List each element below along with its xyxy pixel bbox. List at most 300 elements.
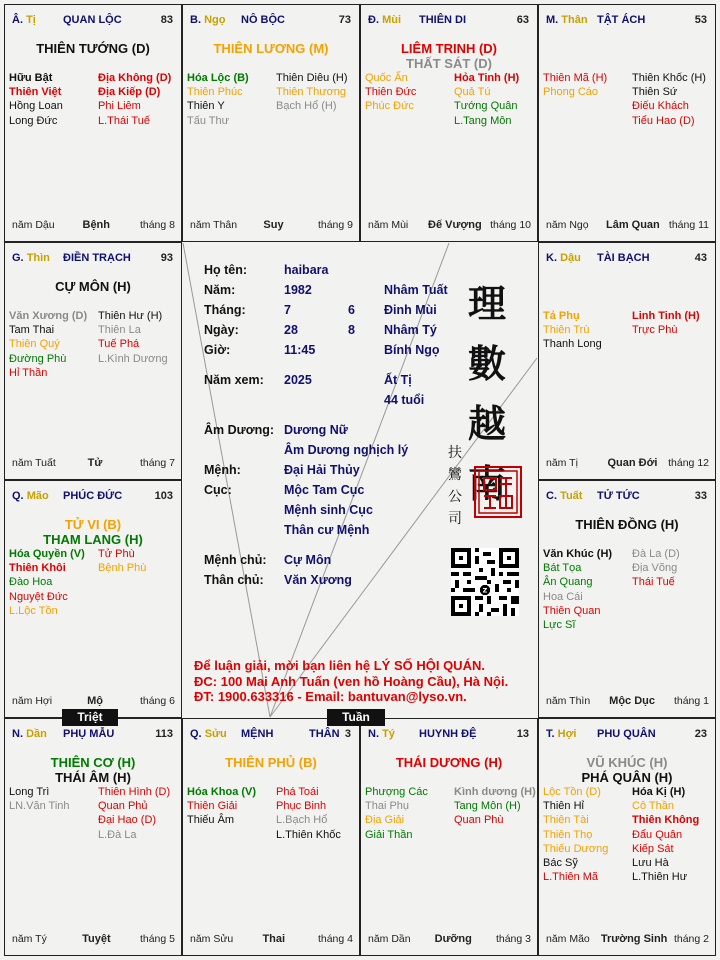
minor-star: Thiên Giải bbox=[187, 800, 238, 813]
stars-left bbox=[9, 309, 87, 380]
palace-header bbox=[361, 725, 537, 741]
palace-letter: Q. bbox=[190, 728, 202, 740]
minor-star: Kình dương (H) bbox=[454, 786, 536, 798]
palace-footer bbox=[12, 933, 175, 947]
palace-header bbox=[539, 249, 715, 265]
palace-stage: Suy bbox=[263, 219, 284, 231]
minor-star: Bạch Hổ (H) bbox=[276, 100, 337, 113]
value-ho-ten: haibara bbox=[284, 263, 329, 277]
palace-number: 83 bbox=[160, 14, 173, 26]
value-ngay-can: Nhâm Tý bbox=[384, 323, 437, 337]
palace-header bbox=[5, 725, 181, 741]
palace-stage: Trường Sinh bbox=[600, 933, 668, 945]
palace-position bbox=[190, 14, 225, 26]
stars-right bbox=[454, 785, 536, 828]
palace-footer bbox=[12, 695, 175, 709]
minor-star: Địa Không (D) bbox=[98, 72, 172, 84]
palace-year: năm Tị bbox=[546, 457, 578, 469]
minor-star: L.Thái Tuế bbox=[98, 114, 150, 127]
minor-star: Thiên Hư (H) bbox=[98, 310, 163, 322]
main-star: THIÊN TƯỚNG (D) bbox=[36, 41, 150, 56]
palace-ty[interactable] bbox=[360, 718, 538, 956]
palace-stage: Dưỡng bbox=[434, 933, 472, 945]
stars-left bbox=[365, 785, 428, 842]
label-nam: Năm: bbox=[204, 283, 236, 297]
value-than-chu: Văn Xương bbox=[284, 573, 352, 587]
red-seal-icon bbox=[474, 466, 522, 518]
palace-name: PHU QUÂN bbox=[597, 728, 656, 740]
minor-star: Giải Thần bbox=[365, 828, 413, 841]
stars-left bbox=[9, 547, 85, 618]
value-nam-xem: 2025 bbox=[284, 373, 312, 387]
minor-star: Hỏa Tinh (H) bbox=[454, 72, 520, 84]
palace-ti[interactable] bbox=[4, 4, 182, 242]
stars-right bbox=[276, 785, 341, 842]
palace-thin[interactable] bbox=[4, 242, 182, 480]
main-star: TỬ VI (B) bbox=[64, 517, 122, 532]
minor-star: Tiểu Hao (D) bbox=[632, 114, 695, 127]
minor-star: Tam Thai bbox=[9, 324, 55, 337]
stars-left bbox=[543, 785, 608, 884]
minor-star: L.Thiên Khốc bbox=[276, 828, 341, 841]
palace-number: 103 bbox=[154, 490, 173, 502]
minor-star: Đại Hao (D) bbox=[98, 814, 157, 827]
main-star: THÁI DƯƠNG (H) bbox=[395, 755, 503, 770]
palace-month: tháng 8 bbox=[139, 219, 175, 231]
contact-block bbox=[194, 658, 508, 705]
minor-star: Bác Sỹ bbox=[543, 856, 578, 869]
palace-footer bbox=[546, 933, 709, 947]
palace-name: THIÊN DI bbox=[419, 14, 467, 26]
palace-position bbox=[368, 728, 395, 740]
palace-name: ĐIỀN TRẠCH bbox=[63, 252, 131, 264]
palace-year: năm Tuất bbox=[12, 457, 56, 469]
palace-header bbox=[5, 249, 181, 265]
palace-position bbox=[190, 728, 227, 740]
palace-suu[interactable] bbox=[182, 718, 360, 956]
minor-star: Lực Sĩ bbox=[543, 618, 576, 631]
palace-letter: B. bbox=[190, 14, 201, 26]
palace-stage: Bệnh bbox=[82, 219, 110, 231]
stars-left bbox=[543, 547, 612, 632]
triet-tag: Triệt bbox=[62, 709, 118, 726]
palace-chi: Thìn bbox=[26, 252, 50, 264]
value-menh: Đại Hải Thủy bbox=[284, 463, 360, 477]
value-cuc-1: Mộc Tam Cục bbox=[284, 483, 365, 497]
palace-header bbox=[361, 11, 537, 27]
palace-header bbox=[539, 11, 715, 27]
minor-star: Thiên Y bbox=[187, 100, 225, 113]
minor-star: Tả Phụ bbox=[543, 310, 580, 322]
palace-month: tháng 7 bbox=[139, 457, 175, 469]
palace-header bbox=[183, 725, 359, 741]
minor-star: Thiên Việt bbox=[9, 86, 62, 99]
value-am-duong-1: Dương Nữ bbox=[284, 423, 348, 437]
minor-star: Lộc Tồn (D) bbox=[543, 786, 601, 798]
palace-than[interactable] bbox=[538, 4, 716, 242]
minor-star: Thiên Tài bbox=[543, 814, 589, 827]
palace-tuat[interactable] bbox=[538, 480, 716, 718]
palace-ngo[interactable] bbox=[182, 4, 360, 242]
minor-star: Quả Tú bbox=[454, 86, 491, 99]
main-star: THIÊN PHỦ (B) bbox=[225, 755, 317, 770]
palace-name: NÔ BỘC bbox=[241, 14, 285, 26]
minor-star: Thiên Khôi bbox=[9, 562, 66, 575]
minor-star: Tuế Phá bbox=[98, 338, 140, 351]
calligraphy-small-char: 公 bbox=[448, 489, 462, 505]
palace-position bbox=[546, 252, 581, 264]
label-than-chu: Thân chủ: bbox=[204, 573, 264, 587]
minor-star: Thiên Đức bbox=[365, 86, 417, 99]
calligraphy-logo bbox=[448, 270, 534, 550]
palace-position bbox=[12, 14, 36, 26]
palace-month: tháng 3 bbox=[495, 933, 531, 945]
minor-star: Văn Khúc (H) bbox=[543, 548, 613, 560]
minor-star: Thiên Quan bbox=[543, 604, 601, 617]
minor-star: Thiên Diêu (H) bbox=[276, 72, 348, 84]
palace-letter: Q. bbox=[12, 490, 24, 502]
palace-footer bbox=[190, 219, 353, 233]
palace-year: năm Thân bbox=[190, 219, 238, 231]
contact-line-3: ĐT: 1900.633316 - Email: bantuvan@lyso.vn. bbox=[194, 689, 467, 704]
calligraphy-char: 越 bbox=[468, 401, 507, 446]
value-thang-am: 6 bbox=[348, 303, 355, 317]
minor-star: Hoa Cái bbox=[543, 590, 583, 603]
value-nam-xem-can: Ất Tị bbox=[384, 373, 412, 387]
palace-footer bbox=[368, 933, 531, 947]
palace-name-secondary: THÂN bbox=[309, 728, 340, 740]
contact-line-1: Để luận giải, mời bạn liên hệ LÝ SỐ HỘI QUÁN. bbox=[194, 658, 485, 673]
stars-right bbox=[98, 547, 146, 575]
palace-chi: Thân bbox=[561, 14, 588, 26]
palace-chi: Hợi bbox=[557, 728, 577, 740]
palace-number: 13 bbox=[516, 728, 529, 740]
palace-number: 113 bbox=[155, 728, 173, 740]
minor-star: Hóa Lộc (B) bbox=[187, 72, 249, 84]
palace-mui[interactable] bbox=[360, 4, 538, 242]
minor-star: Hóa Kị (H) bbox=[632, 786, 686, 798]
main-star: LIÊM TRINH (D) bbox=[400, 41, 498, 56]
palace-stage: Đế Vượng bbox=[428, 219, 482, 231]
palace-footer bbox=[190, 933, 353, 947]
minor-star: Quan Phù bbox=[454, 814, 504, 827]
palace-chi: Tý bbox=[382, 728, 395, 740]
palace-month: tháng 6 bbox=[139, 695, 175, 707]
minor-star: Thiên Trù bbox=[543, 324, 590, 337]
minor-star: Tang Môn (H) bbox=[454, 800, 521, 813]
palace-month: tháng 2 bbox=[673, 933, 709, 945]
minor-star: Lưu Hà bbox=[632, 856, 669, 869]
palace-month: tháng 4 bbox=[317, 933, 353, 945]
palace-number: 3 bbox=[344, 728, 351, 740]
tuan-tag: Tuần bbox=[327, 709, 385, 726]
minor-star: Linh Tinh (H) bbox=[632, 310, 700, 322]
palace-name: MỆNH bbox=[241, 728, 274, 740]
minor-star: L.Thiên Hư bbox=[632, 871, 688, 884]
minor-star: Bệnh Phù bbox=[98, 562, 147, 575]
minor-star: Địa Giải bbox=[365, 814, 405, 827]
value-nam-can: Nhâm Tuất bbox=[384, 283, 448, 297]
value-cuc-2: Mệnh sinh Cục bbox=[284, 503, 373, 517]
palace-header bbox=[539, 487, 715, 503]
palace-stage: Tuyệt bbox=[82, 933, 111, 945]
stars-right bbox=[276, 71, 348, 114]
calligraphy-char: 理 bbox=[468, 281, 507, 326]
minor-star: Đà La (D) bbox=[632, 548, 680, 560]
minor-star: Phục Binh bbox=[276, 800, 327, 813]
palace-number: 23 bbox=[694, 728, 707, 740]
minor-star: Đường Phù bbox=[9, 352, 67, 365]
palace-position bbox=[368, 14, 401, 26]
main-star: PHÁ QUÂN (H) bbox=[581, 770, 673, 785]
palace-footer bbox=[368, 219, 531, 233]
palace-month: tháng 9 bbox=[317, 219, 353, 231]
stars-right bbox=[632, 785, 699, 884]
main-star: THIÊN LƯƠNG (M) bbox=[213, 41, 329, 56]
value-ngay: 28 bbox=[284, 323, 298, 337]
minor-star: Phi Liêm bbox=[98, 100, 141, 113]
minor-star: Hóa Quyền (V) bbox=[9, 548, 85, 560]
value-gio-can: Bính Ngọ bbox=[384, 343, 440, 357]
stars-left bbox=[365, 71, 416, 114]
palace-header bbox=[5, 487, 181, 503]
palace-month: tháng 1 bbox=[673, 695, 709, 707]
palace-footer bbox=[546, 457, 709, 471]
palace-name: TÀI BẠCH bbox=[597, 252, 650, 264]
qr-code-icon[interactable] bbox=[451, 548, 519, 616]
palace-number: 93 bbox=[160, 252, 173, 264]
minor-star: Hóa Khoa (V) bbox=[187, 786, 257, 798]
minor-star: L.Bạch Hổ bbox=[276, 814, 328, 827]
stars-right bbox=[98, 71, 171, 128]
palace-chi: Dần bbox=[26, 728, 47, 740]
value-thang-can: Đinh Mùi bbox=[384, 303, 437, 317]
palace-number: 73 bbox=[338, 14, 351, 26]
palace-position bbox=[12, 728, 47, 740]
palace-year: năm Tý bbox=[12, 933, 47, 945]
value-cuc-3: Thân cư Mệnh bbox=[284, 523, 370, 537]
palace-chi: Mão bbox=[26, 490, 49, 502]
palace-header bbox=[5, 11, 181, 27]
minor-star: Đẩu Quân bbox=[632, 828, 683, 841]
palace-name: TẬT ÁCH bbox=[597, 14, 646, 26]
label-ngay: Ngày: bbox=[204, 323, 239, 337]
palace-position bbox=[12, 490, 49, 502]
minor-star: Quan Phủ bbox=[98, 800, 148, 813]
palace-year: năm Ngọ bbox=[546, 219, 589, 231]
value-ngay-am: 8 bbox=[348, 323, 355, 337]
minor-star: Thiên Sứ bbox=[632, 86, 678, 99]
main-star: CỰ MÔN (H) bbox=[55, 279, 131, 294]
minor-star: Phượng Các bbox=[365, 786, 428, 798]
minor-star: Kiếp Sát bbox=[632, 842, 674, 855]
calligraphy-small-char: 司 bbox=[448, 511, 462, 527]
minor-star: Phúc Đức bbox=[365, 100, 414, 113]
palace-footer bbox=[546, 219, 709, 233]
minor-star: Thiên Hỉ bbox=[543, 800, 584, 813]
palace-chi: Sửu bbox=[204, 728, 227, 740]
minor-star: Long Trì bbox=[9, 786, 50, 798]
minor-star: L.Đà La bbox=[98, 828, 137, 841]
calligraphy-small-char: 鸞 bbox=[448, 467, 462, 483]
palace-name: PHỤ MẪU bbox=[63, 728, 115, 740]
palace-dau[interactable] bbox=[538, 242, 716, 480]
value-tuoi: 44 tuổi bbox=[384, 393, 425, 407]
main-star: THÁI ÂM (H) bbox=[55, 770, 131, 785]
minor-star: Địa Kiếp (D) bbox=[98, 86, 161, 99]
palace-chi: Tị bbox=[26, 14, 36, 26]
minor-star: Điếu Khách bbox=[632, 100, 689, 113]
main-star: THAM LANG (H) bbox=[43, 532, 143, 547]
minor-star: Địa Võng bbox=[632, 562, 678, 575]
palace-name: QUAN LỘC bbox=[63, 14, 122, 26]
stars-left bbox=[9, 71, 63, 128]
minor-star: Tướng Quân bbox=[454, 100, 518, 113]
minor-star: Hữu Bật bbox=[9, 72, 53, 84]
palace-footer bbox=[12, 457, 175, 471]
minor-star: Thiên Thương bbox=[276, 86, 347, 99]
minor-star: Văn Xương (D) bbox=[9, 310, 88, 322]
minor-star: Ân Quang bbox=[543, 576, 593, 589]
calligraphy-char: 南 bbox=[468, 461, 507, 506]
palace-position bbox=[546, 14, 588, 26]
palace-month: tháng 12 bbox=[668, 457, 709, 469]
stars-left bbox=[543, 71, 607, 99]
calligraphy-small-char: 扶 bbox=[448, 445, 462, 461]
stars-right bbox=[98, 309, 168, 366]
palace-mao[interactable] bbox=[4, 480, 182, 718]
stars-left bbox=[187, 71, 249, 128]
minor-star: Đào Hoa bbox=[9, 576, 53, 589]
minor-star: Bát Tọa bbox=[543, 562, 582, 575]
palace-month: tháng 5 bbox=[139, 933, 175, 945]
label-thang: Tháng: bbox=[204, 303, 246, 317]
label-nam-xem: Năm xem: bbox=[204, 373, 264, 387]
palace-stage: Tử bbox=[87, 457, 103, 469]
stars-right bbox=[632, 71, 706, 128]
palace-month: tháng 11 bbox=[668, 219, 709, 231]
palace-letter: G. bbox=[12, 252, 24, 264]
palace-number: 53 bbox=[694, 14, 707, 26]
minor-star: Hồng Loan bbox=[9, 100, 63, 113]
minor-star: Thiên La bbox=[98, 324, 141, 337]
palace-footer bbox=[12, 219, 175, 233]
palace-stage: Mộc Dục bbox=[609, 695, 656, 707]
label-cuc: Cục: bbox=[204, 483, 232, 497]
palace-letter: T. bbox=[546, 728, 555, 740]
palace-letter: C. bbox=[546, 490, 557, 502]
palace-year: năm Hợi bbox=[12, 695, 53, 707]
palace-header bbox=[183, 11, 359, 27]
label-menh-chu: Mệnh chủ: bbox=[204, 553, 267, 567]
svg-text:Z: Z bbox=[482, 586, 488, 595]
minor-star: Thiên Hình (D) bbox=[98, 786, 171, 798]
label-ho-ten: Họ tên: bbox=[204, 263, 248, 277]
minor-star: Thiếu Âm bbox=[187, 814, 235, 827]
palace-year: năm Dần bbox=[368, 933, 411, 945]
minor-star: Thiên Không bbox=[632, 814, 700, 827]
palace-chi: Mùi bbox=[382, 14, 402, 26]
palace-position bbox=[546, 728, 576, 740]
value-menh-chu: Cự Môn bbox=[284, 553, 332, 567]
minor-star: Tấu Thư bbox=[187, 114, 230, 127]
minor-star: L.Kình Dương bbox=[98, 352, 168, 365]
minor-star: Thiên Phúc bbox=[187, 86, 243, 99]
palace-chi: Ngọ bbox=[204, 14, 226, 26]
palace-chi: Tuất bbox=[560, 490, 583, 502]
palace-number: 43 bbox=[694, 252, 707, 264]
stars-left bbox=[543, 309, 602, 352]
main-star: THIÊN ĐỒNG (H) bbox=[575, 517, 679, 532]
minor-star: Long Đức bbox=[9, 114, 58, 127]
palace-position bbox=[546, 490, 582, 502]
minor-star: Phá Toái bbox=[276, 786, 319, 798]
label-am-duong: Âm Dương: bbox=[204, 423, 275, 437]
minor-star: L.Lộc Tồn bbox=[9, 604, 58, 617]
minor-star: Thiên Quý bbox=[9, 338, 60, 351]
palace-letter: K. bbox=[546, 252, 557, 264]
minor-star: Hỉ Thần bbox=[9, 366, 48, 379]
palace-year: năm Thìn bbox=[546, 695, 591, 707]
label-menh: Mệnh: bbox=[204, 463, 241, 477]
palace-hoi[interactable] bbox=[538, 718, 716, 956]
main-star: THẤT SÁT (D) bbox=[406, 56, 492, 71]
value-am-duong-2: Âm Dương nghịch lý bbox=[284, 443, 409, 457]
minor-star: Thái Tuế bbox=[632, 576, 675, 589]
minor-star: Trực Phù bbox=[632, 324, 678, 337]
minor-star: L.Tang Môn bbox=[454, 114, 512, 127]
value-thang: 7 bbox=[284, 303, 291, 317]
label-gio: Giờ: bbox=[204, 343, 231, 357]
palace-year: năm Mão bbox=[546, 933, 590, 945]
palace-number: 63 bbox=[516, 14, 529, 26]
palace-position bbox=[12, 252, 50, 264]
value-gio: 11:45 bbox=[284, 343, 316, 357]
minor-star: Tử Phù bbox=[98, 548, 135, 560]
value-nam: 1982 bbox=[284, 283, 312, 297]
stars-right bbox=[454, 71, 519, 128]
palace-month: tháng 10 bbox=[490, 219, 531, 231]
palace-stage: Thai bbox=[262, 933, 286, 945]
stars-left bbox=[9, 785, 70, 813]
minor-star: Thiếu Dương bbox=[543, 842, 609, 855]
palace-name: TỬ TỨC bbox=[597, 490, 640, 502]
minor-star: Thai Phụ bbox=[365, 800, 410, 813]
minor-star: Phong Cáo bbox=[543, 86, 599, 99]
stars-left bbox=[187, 785, 256, 828]
stars-right bbox=[98, 785, 170, 842]
palace-year: năm Mùi bbox=[368, 219, 409, 231]
palace-year: năm Dậu bbox=[12, 219, 55, 231]
minor-star: L.Thiên Mã bbox=[543, 871, 599, 884]
minor-star: Thiên Thọ bbox=[543, 828, 593, 841]
palace-stage: Mộ bbox=[87, 695, 104, 707]
palace-stage: Lâm Quan bbox=[605, 219, 660, 231]
minor-star: Nguyệt Đức bbox=[9, 590, 68, 603]
palace-letter: Đ. bbox=[368, 14, 379, 26]
minor-star: Thiên Mã (H) bbox=[543, 72, 608, 84]
palace-footer bbox=[546, 695, 709, 709]
palace-dan[interactable] bbox=[4, 718, 182, 956]
minor-star: Thanh Long bbox=[543, 338, 602, 351]
palace-year: năm Sửu bbox=[190, 933, 234, 945]
main-star: THIÊN CƠ (H) bbox=[50, 755, 136, 770]
palace-stage: Quan Đới bbox=[607, 457, 658, 469]
minor-star: Cô Thần bbox=[632, 800, 674, 813]
palace-header bbox=[539, 725, 715, 741]
stars-right bbox=[632, 309, 700, 337]
palace-letter: N. bbox=[368, 728, 379, 740]
